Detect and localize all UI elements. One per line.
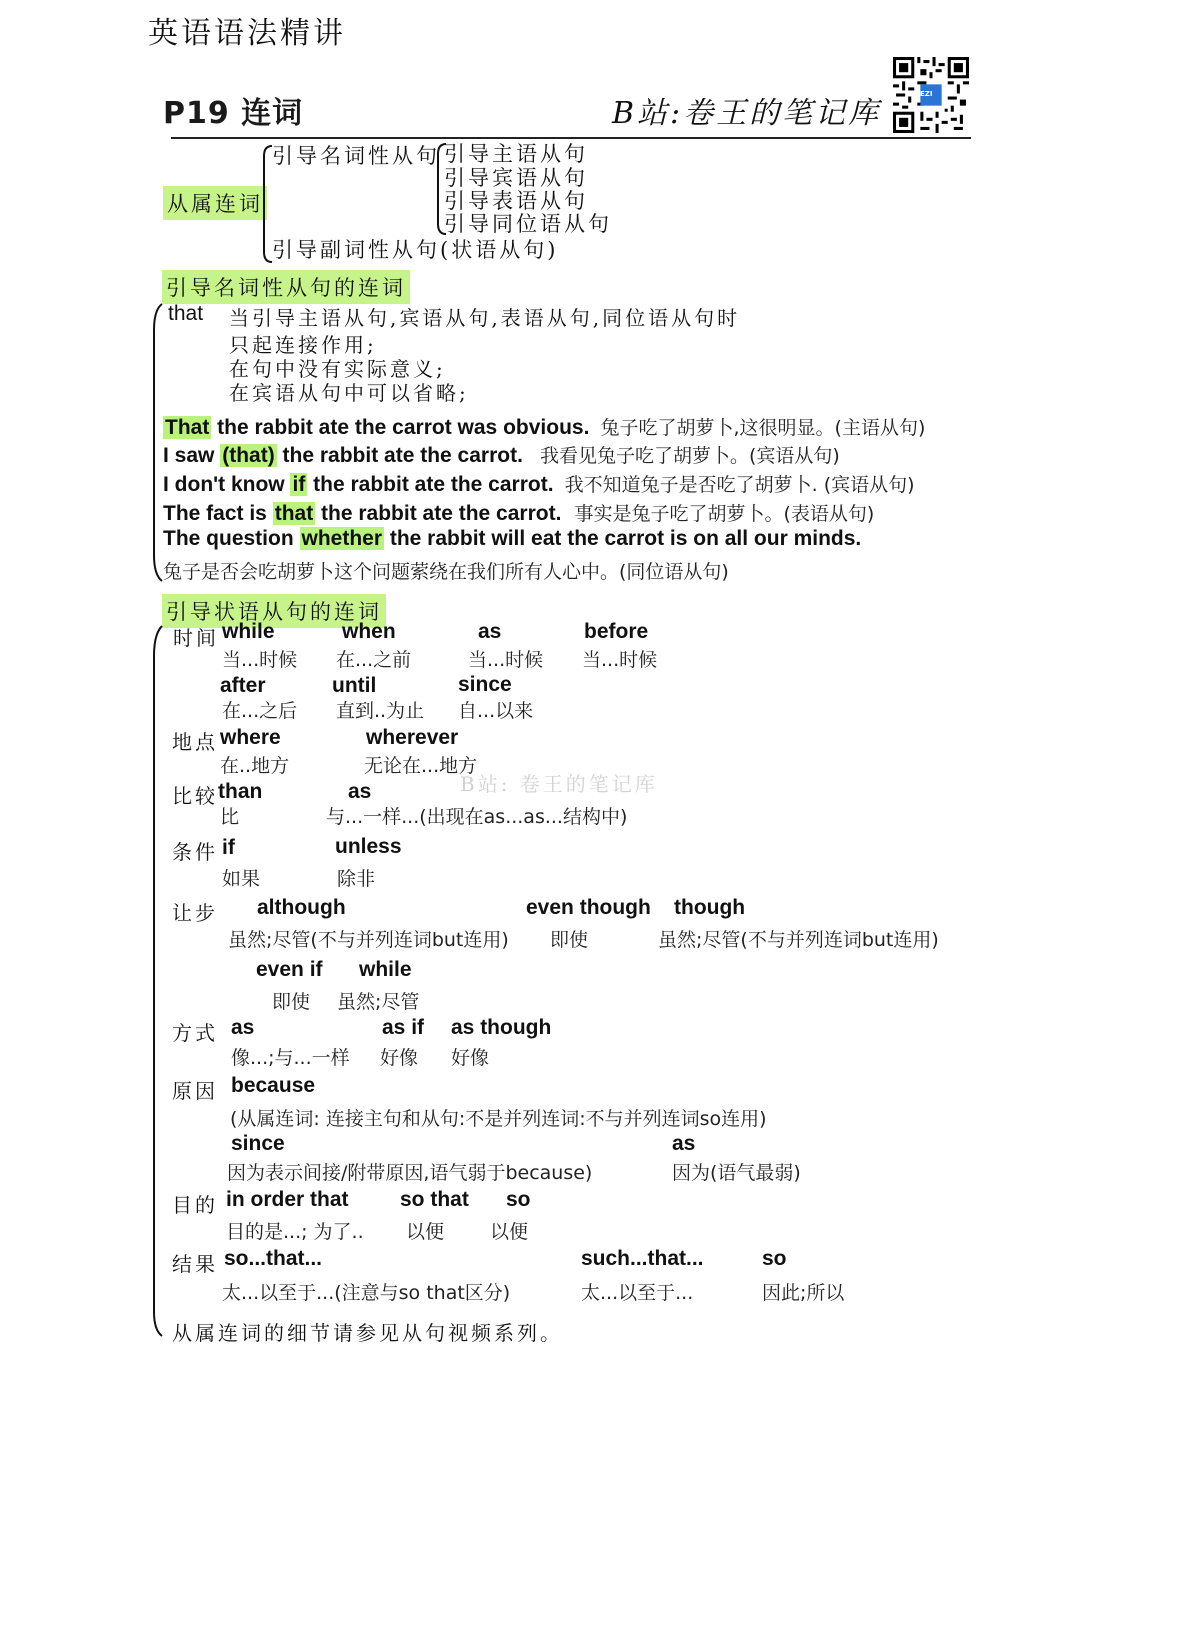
conjunction-word: until [332, 674, 377, 697]
conjunction-meaning: 无论在...地方 [364, 755, 478, 777]
conjunction-meaning: 即使 [272, 991, 311, 1013]
footer-note: 从属连词的细节请参见从句视频系列。 [172, 1321, 563, 1345]
conjunction-word: while [222, 620, 275, 643]
conjunction-word: so that [400, 1188, 469, 1211]
conjunction-meaning: 好像 [451, 1047, 490, 1069]
highlighted-conjunction: (that) [222, 444, 275, 467]
conjunction-word: if [222, 836, 235, 859]
conjunction-meaning: 好像 [380, 1047, 419, 1069]
conjunction-meaning: 当...时候 [582, 649, 658, 671]
conjunction-meaning: 因此;所以 [762, 1282, 845, 1304]
conjunction-meaning: 虽然;尽管(不与并列连词but连用) [658, 929, 939, 951]
conjunction-meaning: 直到..为止 [336, 700, 425, 722]
conjunction-word: than [218, 780, 263, 803]
that-word: that [168, 302, 204, 325]
conjunction-meaning: 太...以至于... [581, 1282, 694, 1304]
conjunction-meaning: 在...之前 [336, 649, 412, 671]
conjunction-meaning: 以便 [406, 1221, 445, 1243]
conjunction-meaning: 与...一样...(出现在as...as...结构中) [326, 806, 628, 828]
conjunction-meaning: 即使 [550, 929, 589, 951]
conjunction-meaning: 在..地方 [220, 755, 290, 777]
conjunction-meaning: 因为(语气最弱) [672, 1162, 801, 1184]
conjunction-word: as [348, 780, 372, 803]
adverb-section-heading: 引导状语从句的连词 [162, 594, 386, 628]
conjunction-word: though [674, 896, 746, 919]
conjunction-word: even if [256, 958, 323, 981]
conjunction-word: as though [451, 1016, 552, 1039]
conjunction-word: even though [526, 896, 651, 919]
example-sentence: I don't know if the rabbit ate the carrot. 我不知道兔子是否吃了胡萝卜. (宾语从句) [163, 473, 915, 496]
category-condition: 条件 [172, 840, 218, 864]
category-result: 结果 [172, 1252, 218, 1276]
category-purpose: 目的 [172, 1193, 218, 1217]
example-translation: 兔子是否会吃胡萝卜这个问题萦绕在我们所有人心中。(同位语从句) [163, 561, 729, 583]
conjunction-meaning: 虽然;尽管(不与并列连词but连用) [228, 929, 509, 951]
conjunction-word: where [220, 726, 281, 749]
conjunction-word: as [231, 1016, 255, 1039]
that-line-1: 当引导主语从句,宾语从句,表语从句,同位语从句时 [229, 306, 741, 330]
conjunction-meaning: 如果 [222, 868, 261, 890]
conjunction-word: such...that... [581, 1247, 704, 1270]
page-title: P19 连词 [163, 96, 304, 131]
conjunction-meaning: 以便 [490, 1221, 529, 1243]
conjunction-word: as [478, 620, 502, 643]
highlighted-conjunction: if [292, 473, 306, 496]
category-time: 时间 [173, 626, 219, 650]
example-sentence: The fact is that the rabbit ate the carrot. 事实是兔子吃了胡萝卜。(表语从句) [163, 502, 875, 525]
conjunction-meaning: 自...以来 [458, 700, 534, 722]
conjunction-meaning: 像...;与...一样 [231, 1047, 350, 1069]
conjunction-meaning: 除非 [337, 868, 376, 890]
example-sentence: That the rabbit ate the carrot was obvious. 兔子吃了胡萝卜,这很明显。(主语从句) [165, 416, 926, 439]
noun-section-heading: 引导名词性从句的连词 [162, 270, 410, 304]
category-compare: 比较 [172, 784, 218, 808]
category-place: 地点 [172, 730, 218, 754]
conjunction-word: because [231, 1074, 316, 1097]
conjunction-word: since [458, 673, 512, 696]
tree-noun-appositive: 引导同位语从句 [444, 212, 612, 236]
that-line-2: 只起连接作用; [229, 333, 377, 357]
tree-noun: 引导名词性从句 [272, 144, 440, 168]
tree-noun-object: 引导宾语从句 [444, 166, 588, 190]
conjunction-word: while [359, 958, 412, 981]
that-line-3: 在句中没有实际意义; [229, 357, 446, 381]
conjunction-word: so [506, 1188, 531, 1211]
conjunction-word: in order that [226, 1188, 349, 1211]
tree-adverb: 引导副词性从句(状语从句) [272, 238, 559, 262]
conjunction-meaning: 在...之后 [222, 700, 298, 722]
conjunction-meaning: 目的是...; 为了.. [226, 1221, 364, 1243]
conjunction-meaning: 因为表示间接/附带原因,语气弱于because) [227, 1162, 593, 1184]
conjunction-word: so [762, 1247, 787, 1270]
conjunction-meaning: 当...时候 [222, 649, 298, 671]
watermark: B站: 卷王的笔记库 [460, 772, 658, 796]
category-reason: 原因 [172, 1079, 218, 1103]
conjunction-word: so...that... [224, 1247, 323, 1270]
that-line-4: 在宾语从句中可以省略; [229, 381, 469, 405]
conjunction-meaning: 比 [220, 806, 240, 828]
conjunction-meaning: 当...时候 [468, 649, 544, 671]
conjunction-word: unless [335, 835, 402, 858]
conjunction-meaning: 太...以至于...(注意与so that区分) [222, 1282, 511, 1304]
highlighted-conjunction: That [165, 416, 210, 439]
adverb-section-brace [150, 622, 166, 1340]
conjunction-word: after [220, 674, 266, 697]
qr-badge: EZI [920, 90, 933, 98]
conjunction-word: although [257, 896, 346, 919]
channel-name: B站:卷王的笔记库 [612, 96, 882, 131]
conjunction-word: before [584, 620, 649, 643]
tree-noun-predicative: 引导表语从句 [444, 189, 588, 213]
highlighted-conjunction: whether [301, 527, 383, 550]
conjunction-word: when [342, 620, 396, 643]
tree-root: 从属连词 [163, 186, 267, 220]
conjunction-meaning: 虽然;尽管 [337, 991, 420, 1013]
conjunction-word: as if [382, 1016, 425, 1039]
conjunction-word: since [231, 1132, 285, 1155]
conjunction-word: as [672, 1132, 696, 1155]
tree-noun-subject: 引导主语从句 [444, 142, 588, 166]
category-manner: 方式 [172, 1021, 218, 1045]
book-title: 英语语法精讲 [148, 16, 346, 51]
conjunction-note: (从属连词: 连接主句和从句:不是并列连词:不与并列连词so连用) [230, 1108, 767, 1130]
highlighted-conjunction: that [274, 502, 314, 525]
conjunction-word: wherever [366, 726, 459, 749]
example-sentence: The question whether the rabbit will eat the carrot is on all our minds. [163, 527, 862, 550]
example-sentence: I saw (that) the rabbit ate the carrot. 我看见兔子吃了胡萝卜。(宾语从句) [163, 444, 840, 467]
category-concession: 让步 [172, 901, 218, 925]
